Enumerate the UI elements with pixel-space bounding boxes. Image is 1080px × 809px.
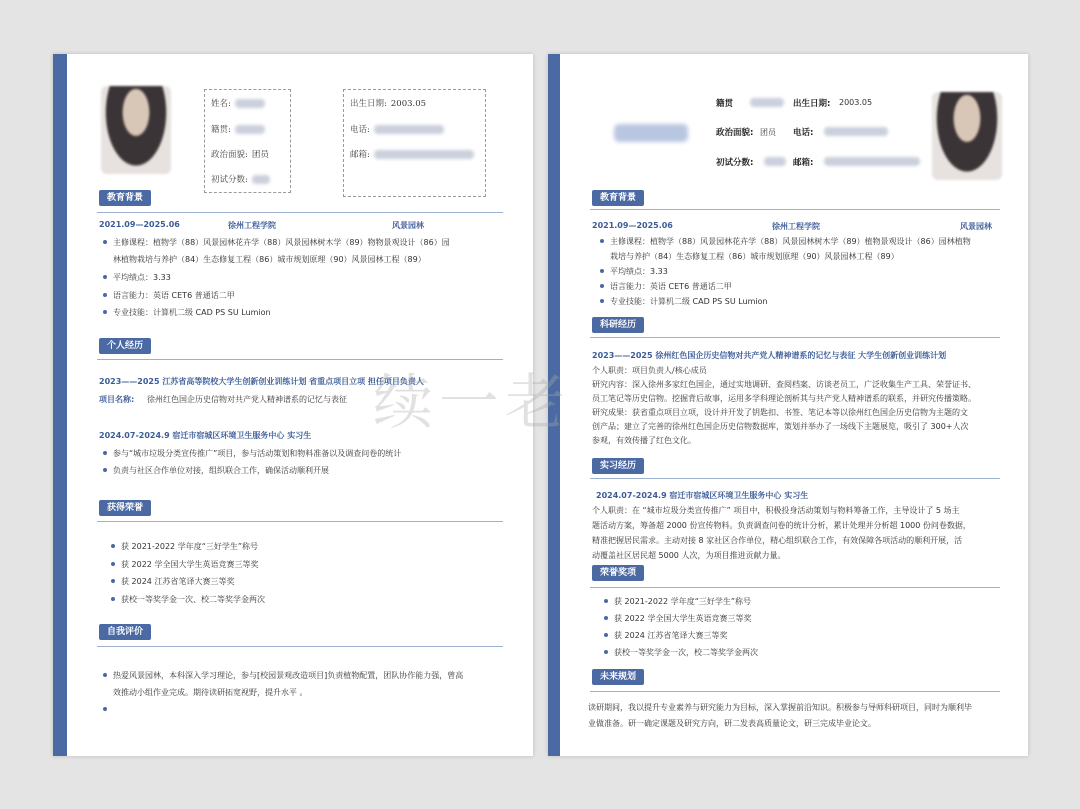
courses-line-2: 栽培与养护（84）生态修复工程（86）城市规划原理（90）风景园林工程（89） xyxy=(610,252,899,261)
divider xyxy=(590,337,1000,338)
name-label: 姓名: xyxy=(211,99,231,109)
honor-item: 获 2024 江苏省笔译大赛三等奖 xyxy=(614,631,728,640)
project-name-label: 项目名称: xyxy=(99,395,135,404)
email-redacted xyxy=(374,150,474,159)
gpa-item: 平均绩点：3.33 xyxy=(113,273,171,282)
divider xyxy=(97,646,503,647)
education-dates: 2021.09—2025.06 xyxy=(99,220,180,229)
divider xyxy=(97,359,503,360)
project-name: 徐州红色国企历史信物对共产党人精神谱系的记忆与表征 xyxy=(147,395,347,404)
name-redacted xyxy=(614,124,688,142)
honor-item: 获校一等奖学金一次，校二等奖学金两次 xyxy=(614,648,758,657)
internship-duty-2: 负责与社区合作单位对接，组织联合工作，确保活动顺利开展 xyxy=(113,466,329,475)
info-box-right xyxy=(343,89,486,197)
info-box-left xyxy=(204,89,291,193)
profile-photo xyxy=(932,92,1002,180)
courses-line-1: 主修课程：植物学（88）风景园林花卉学（88）风景园林树木学（89）物物景观设计（86）园 xyxy=(113,238,450,247)
research-result-1: 研究成果：获省重点项目立项，设计并开发了钥匙扣、书签、笔记本等以徐州红色国企历史信物为主题的文 xyxy=(592,408,968,417)
gpa-item: 平均绩点：3.33 xyxy=(610,267,668,276)
right-accent-strip xyxy=(548,54,560,756)
internship-duty-4: 动覆盖社区居民超 5000 人次，为项目推进贡献力量。 xyxy=(592,551,786,560)
education-school: 徐州工程学院 xyxy=(772,222,820,231)
honor-item: 获校一等奖学金一次、校二等奖学金两次 xyxy=(121,595,265,604)
internship-duty-1: 参与“城市垃圾分类宣传推广”项目，参与活动策划和物料准备以及调查问卷的统计 xyxy=(113,449,402,458)
origin-label: 籍贯: xyxy=(211,125,231,135)
political-label: 政治面貌: xyxy=(716,128,754,138)
section-honors: 获得荣誉 xyxy=(99,500,151,516)
skills-item: 专业技能：计算机二级 CAD PS SU Lumion xyxy=(610,297,768,306)
internship-heading: 2024.07-2024.9 宿迁市宿城区环境卫生服务中心 实习生 xyxy=(596,491,809,500)
research-content-1: 研究内容：深入徐州多家红色国企，通过实地调研、查阅档案、访谈老员工，广泛收集生产工具、荣誉证书、 xyxy=(592,380,976,389)
resume-page-right xyxy=(548,54,1028,756)
honor-item: 获 2024 江苏省笔译大赛三等奖 xyxy=(121,577,235,586)
internship-heading: 2024.07-2024.9 宿迁市宿城区环境卫生服务中心 实习生 xyxy=(99,431,312,440)
skills-item: 专业技能：计算机二级 CAD PS SU Lumion xyxy=(113,308,271,317)
courses-line-2: 林植物栽培与养护（84）生态修复工程（86）城市规划原理（90）风景园林工程（89） xyxy=(113,255,426,264)
section-education: 教育背景 xyxy=(99,190,151,206)
birth-label: 出生日期: xyxy=(350,99,387,109)
education-major: 风景园林 xyxy=(960,222,992,231)
divider xyxy=(97,212,503,213)
education-school: 徐州工程学院 xyxy=(228,221,276,230)
resume-page-left xyxy=(53,54,533,756)
name-redacted xyxy=(235,99,265,108)
section-future-plan: 未来规划 xyxy=(592,669,644,685)
divider xyxy=(590,209,1000,210)
section-honors: 荣誉奖项 xyxy=(592,565,644,581)
language-item: 语言能力：英语 CET6 普通话二甲 xyxy=(610,282,732,291)
section-internship: 实习经历 xyxy=(592,458,644,474)
origin-redacted xyxy=(235,125,265,134)
phone-redacted xyxy=(824,127,888,136)
score-redacted xyxy=(252,175,270,184)
honor-item: 获 2022 学全国大学生英语竞赛三等奖 xyxy=(614,614,752,623)
left-accent-strip xyxy=(53,54,67,756)
self-eval-line-1: 热爱风景园林，本科深入学习理论，参与[校园景观改造项目]负责植物配置，团队协作能力强，曾高 xyxy=(113,671,464,680)
political-value: 团员 xyxy=(251,150,269,160)
watermark-text: 续一老 xyxy=(373,368,571,438)
divider xyxy=(590,691,1000,692)
research-result-3: 参观，有效传播了红色文化。 xyxy=(592,436,696,445)
plan-line-2: 业做准备。研一确定课题及研究方向，研二发表高质量论文，研三完成毕业论文。 xyxy=(588,719,876,728)
section-personal-experience: 个人经历 xyxy=(99,338,151,354)
origin-label: 籍贯 xyxy=(716,99,734,109)
education-dates: 2021.09—2025.06 xyxy=(592,221,673,230)
divider xyxy=(590,478,1000,479)
section-education: 教育背景 xyxy=(592,190,644,206)
email-label: 邮箱: xyxy=(793,158,814,168)
political-value: 团员 xyxy=(760,128,776,137)
courses-line-1: 主修课程：植物学（88）风景园林花卉学（88）风景园林树木学（89）植物景观设计（86）园林植物 xyxy=(610,237,971,246)
research-result-2: 创产品；建立了完善的徐州红色国企历史信物数据库，策划并举办了一场线下主题展览，吸引了 300+人次 xyxy=(592,422,969,431)
political-label: 政治面貌: xyxy=(211,150,248,160)
plan-line-1: 读研期间，我以提升专业素养与研究能力为目标，深入掌握前沿知识。积极参与导师科研项目，同时为顺利毕 xyxy=(588,703,972,712)
internship-duty-3: 精准把握居民需求。主动对接 8 家社区合作单位，精心组织联合工作，有效保障各项活动的顺利开展，活 xyxy=(592,536,963,545)
birth-value: 2003.05 xyxy=(390,99,427,109)
honor-item: 获 2022 学全国大学生英语竞赛三等奖 xyxy=(121,560,259,569)
internship-duty-2: 题活动方案，筹备超 2000 份宣传物料。负责调查问卷的统计分析，累计处理并分析超 1000 份问卷数据， xyxy=(592,521,971,530)
research-heading: 2023——2025 徐州红色国企历史信物对共产党人精神谱系的记忆与表征 大学生创新创业训练计划 xyxy=(592,351,947,360)
research-role: 个人职责：项目负责人/核心成员 xyxy=(592,366,707,375)
email-redacted xyxy=(824,157,920,166)
phone-label: 电话: xyxy=(793,128,814,138)
score-label: 初试分数: xyxy=(211,175,248,185)
profile-photo xyxy=(101,86,171,174)
internship-duty-1: 个人职责：在 “城市垃圾分类宣传推广” 项目中，积极投身活动策划与物料筹备工作，主导设计了 5 场主 xyxy=(592,506,960,515)
language-item: 语言能力：英语 CET6 普通话二甲 xyxy=(113,291,235,300)
honor-item: 获 2021-2022 学年度“三好学生”称号 xyxy=(121,542,258,551)
education-major: 风景园林 xyxy=(392,221,424,230)
score-label: 初试分数: xyxy=(716,158,754,168)
research-content-2: 员工笔记等历史信物。挖掘背后故事，运用多学科理论剖析其与共产党人精神谱系的联系，并研究传播策略。 xyxy=(592,394,976,403)
origin-redacted xyxy=(750,98,784,107)
honor-item: 获 2021-2022 学年度“三好学生”称号 xyxy=(614,597,751,606)
section-self-evaluation: 自我评价 xyxy=(99,624,151,640)
project-heading: 2023——2025 江苏省高等院校大学生创新创业训练计划 省重点项目立项 担任项目负责人 xyxy=(99,377,424,386)
birth-label: 出生日期: xyxy=(793,99,831,109)
phone-label: 电话: xyxy=(350,125,370,135)
divider xyxy=(97,521,503,522)
email-label: 邮箱: xyxy=(350,150,370,160)
divider xyxy=(590,587,1000,588)
score-redacted xyxy=(764,157,786,166)
birth-value: 2003.05 xyxy=(839,98,873,107)
self-eval-line-2: 效推动小组作业完成。期待读研拓宽视野，提升水平 。 xyxy=(113,688,308,697)
phone-redacted xyxy=(374,125,444,134)
section-research: 科研经历 xyxy=(592,317,644,333)
